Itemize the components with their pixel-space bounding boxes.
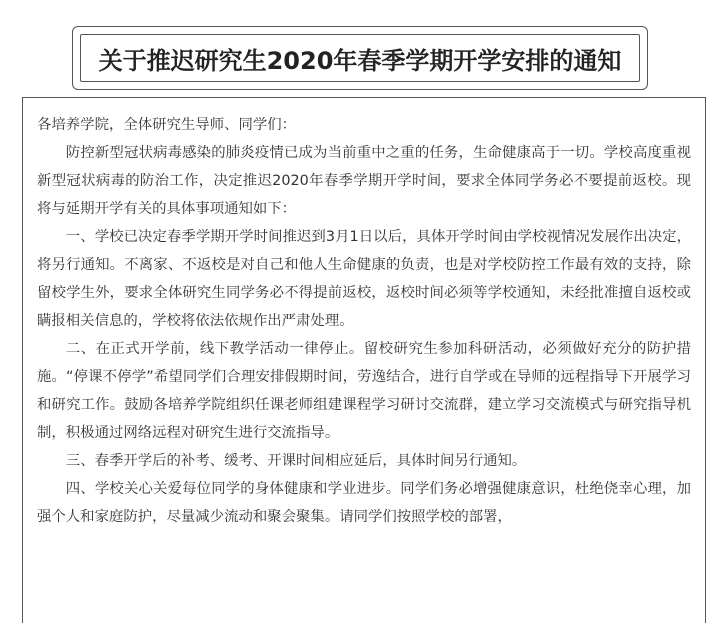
notice-body <box>22 97 706 623</box>
notice-title: 关于推迟研究生2020年春季学期开学安排的通知 <box>98 46 622 75</box>
notice-paragraph-4: 四、学校关心关爱每位同学的身体健康和学业进步。同学们务必增强健康意识，杜绝侥幸心理，加强个人和家庭防护，尽量减少流动和聚会聚集。请同学们按照学校的部署， <box>37 481 691 525</box>
title-inner-frame <box>80 34 640 82</box>
notice-greeting: 各培养学院，全体研究生导师、同学们： <box>37 117 297 133</box>
notice-paragraph-3: 三、春季开学后的补考、缓考、开课时间相应延后，具体时间另行通知。 <box>65 453 527 469</box>
notice-paragraph-2: 二、在正式开学前，线下教学活动一律停止。留校研究生参加科研活动，必须做好充分的防护措施。“停课不停学”希望同学们合理安排假期时间，劳逸结合，进行自学或在导师的远程指导下开展学习和研究工作。鼓励各培养学院组织任课老师组建课程学习研讨交流群，建立学习交流模式与研究指导机制，积极通过网络远程对研究生进行交流指导。 <box>37 341 691 441</box>
notice-paragraph-1: 一、学校已决定春季学期开学时间推迟到3月1日以后，具体开学时间由学校视情况发展作出决定，将另行通知。不离家、不返校是对自己和他人生命健康的负责，也是对学校防控工作最有效的支持，除留校学生外，要求全体研究生同学务必不得提前返校，返校时间必须等学校通知，未经批准擅自返校或瞒报相关信息的，学校将依法依规作出严肃处理。 <box>37 229 691 329</box>
title-frame <box>72 26 648 90</box>
notice-paragraph-intro: 防控新型冠状病毒感染的肺炎疫情已成为当前重中之重的任务，生命健康高于一切。学校高度重视新型冠状病毒的防治工作，决定推迟2020年春季学期开学时间，要求全体同学务必不要提前返校。现将与延期开学有关的具体事项通知如下： <box>37 145 691 217</box>
